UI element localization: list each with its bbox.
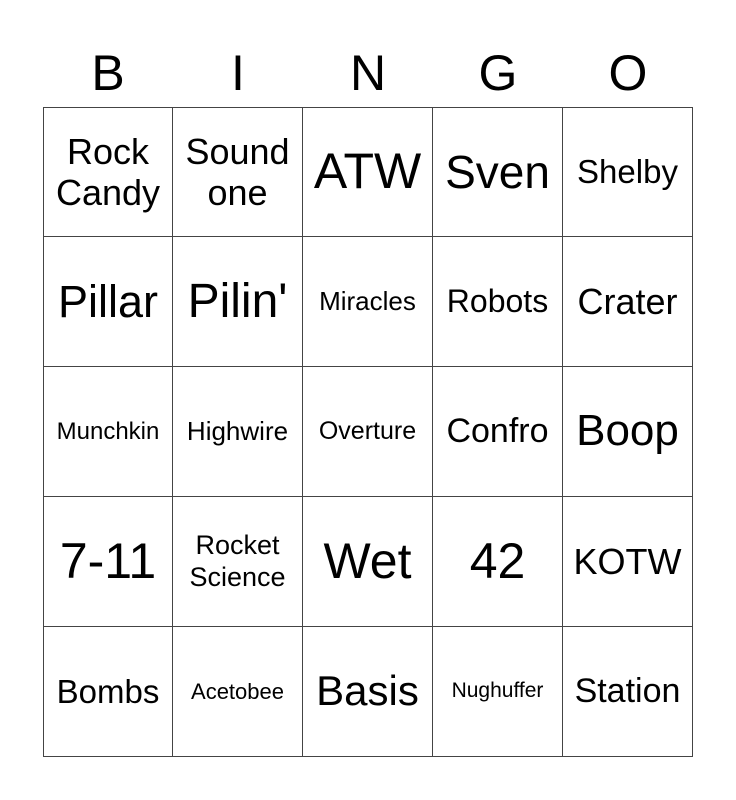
- bingo-cell[interactable]: [173, 107, 303, 237]
- bingo-cell[interactable]: [303, 237, 433, 367]
- cell-label: Acetobee: [191, 678, 284, 704]
- cell-label: ATW: [313, 143, 422, 200]
- cell-label: Highwire: [186, 415, 289, 446]
- bingo-cell[interactable]: [173, 497, 303, 627]
- cell-label: 42: [469, 532, 526, 589]
- header-letter-g: G: [478, 45, 518, 101]
- bingo-cell[interactable]: [43, 107, 173, 237]
- cell-label: Sound one: [185, 130, 290, 213]
- cell-label: Crater: [577, 280, 678, 322]
- cell-label: Robots: [446, 283, 549, 320]
- bingo-cell[interactable]: [43, 367, 173, 497]
- bingo-cell[interactable]: [303, 107, 433, 237]
- bingo-cell[interactable]: [43, 627, 173, 757]
- cell-label: Sven: [445, 145, 550, 198]
- cell-label: Rocket Science: [189, 530, 286, 592]
- cell-label: Overture: [318, 417, 417, 446]
- bingo-cell[interactable]: [563, 237, 693, 367]
- bingo-cell[interactable]: [303, 497, 433, 627]
- bingo-cell[interactable]: [173, 627, 303, 757]
- cell-label: Rock Candy: [55, 130, 161, 213]
- cell-label: Basis: [316, 667, 419, 715]
- cell-label: Wet: [323, 532, 412, 589]
- header-letter-b: B: [91, 45, 125, 101]
- bingo-cell[interactable]: [173, 237, 303, 367]
- bingo-cell[interactable]: [563, 107, 693, 237]
- bingo-cell[interactable]: [433, 497, 563, 627]
- cell-label: Miracles: [319, 285, 416, 316]
- bingo-cell[interactable]: [563, 497, 693, 627]
- cell-label: Shelby: [577, 153, 678, 191]
- bingo-cell[interactable]: [563, 367, 693, 497]
- header-letter-i: I: [231, 45, 245, 101]
- cell-label: Pilin': [187, 274, 288, 328]
- header-letter-o: O: [608, 45, 648, 101]
- cell-label: Pillar: [57, 275, 159, 327]
- bingo-cell[interactable]: [433, 237, 563, 367]
- bingo-cell[interactable]: [433, 627, 563, 757]
- cell-label: Station: [574, 671, 681, 710]
- bingo-cell[interactable]: [303, 367, 433, 497]
- cell-label: Boop: [576, 406, 679, 456]
- cell-label: Confro: [446, 411, 549, 450]
- cell-label: Bombs: [56, 672, 160, 710]
- bingo-header: [43, 40, 693, 106]
- bingo-cell[interactable]: [433, 367, 563, 497]
- header-letter-n: N: [349, 45, 387, 101]
- cell-label: Nughuffer: [451, 679, 544, 703]
- bingo-cell[interactable]: [43, 237, 173, 367]
- cell-label: 7-11: [59, 532, 157, 589]
- bingo-cell[interactable]: [173, 367, 303, 497]
- cell-label: Munchkin: [56, 417, 160, 445]
- bingo-cell[interactable]: [433, 107, 563, 237]
- bingo-cell[interactable]: [563, 627, 693, 757]
- cell-label: KOTW: [573, 540, 682, 582]
- bingo-cell[interactable]: [303, 627, 433, 757]
- bingo-cell[interactable]: [43, 497, 173, 627]
- bingo-board: [43, 107, 693, 757]
